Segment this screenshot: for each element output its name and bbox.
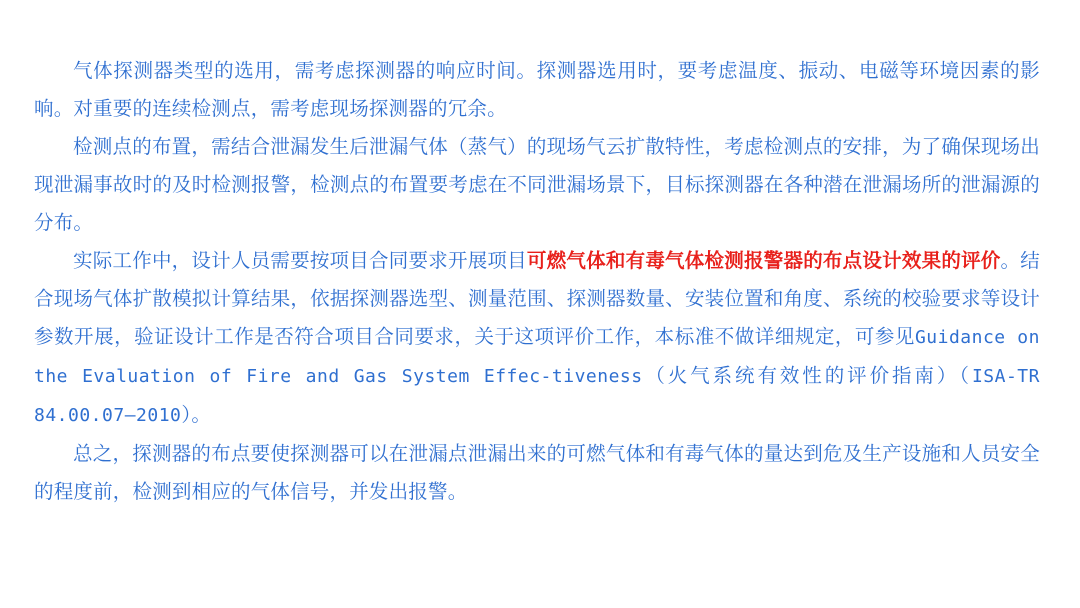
paragraph [34, 52, 1040, 128]
text-run: ）。 [181, 404, 212, 426]
text-run: 检测点的布置，需结合泄漏发生后泄漏气体（蒸气）的现场气云扩散特性，考虑检测点的安排，为了确保现场出现泄漏事故时的及时检测报警，检测点的布置要考虑在不同泄漏场景下，目标探测器在各种潜在泄漏场所的泄漏源的分布。 [34, 136, 1040, 234]
paragraph [34, 435, 1040, 511]
highlighted-text: 可燃气体和有毒气体检测报警器的布点设计效果的评价 [526, 250, 1001, 272]
text-run: 气体探测器类型的选用，需考虑探测器的响应时间。探测器选用时，要考虑温度、振动、电磁等环境因素的影响。对重要的连续检测点，需考虑现场探测器的冗余。 [34, 60, 1040, 120]
text-run: 总之，探测器的布点要使探测器可以在泄漏点泄漏出来的可燃气体和有毒气体的量达到危及生产设施和人员安全的程度前，检测到相应的气体信号，并发出报警。 [34, 443, 1040, 503]
paragraph [34, 242, 1040, 435]
text-run: 。结合现场气体扩散模拟计算结果，依据探测器选型、测量范围、探测器数量、安装位置和角度、系统的校验要求等设计参数开展，验证设计工作是否符合项目合同要求，关于这项评价工作，本标准不做详细规定，可参见 [34, 250, 1040, 348]
document-body [34, 52, 1040, 511]
reference-title: Guidance on the Evaluation of Fire and Gas System Effec-tiveness [34, 327, 1040, 387]
reference-title: ISA-TR 84.00.07—2010 [34, 366, 1040, 426]
paragraph [34, 128, 1040, 242]
text-run: （火气系统有效性的评价指南）（ [642, 365, 972, 387]
text-run: 实际工作中，设计人员需要按项目合同要求开展项目 [73, 250, 527, 272]
